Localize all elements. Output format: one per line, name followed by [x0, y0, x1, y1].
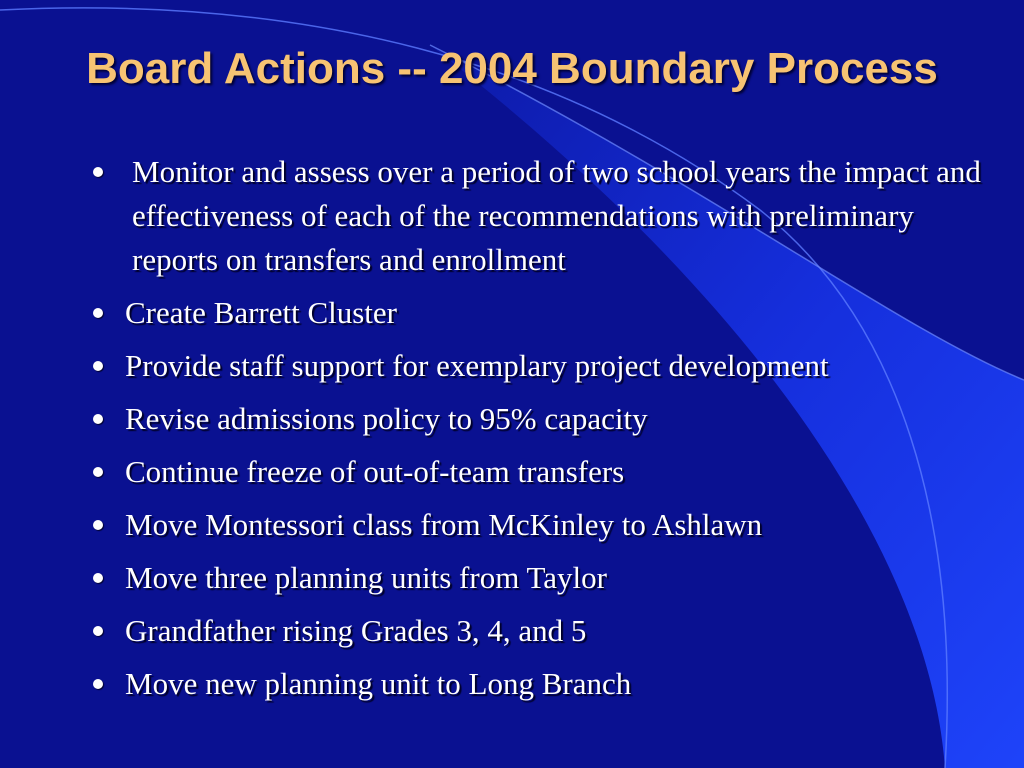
bullet-dot-icon: [93, 679, 103, 689]
bullet-text: Move new planning unit to Long Branch: [125, 666, 632, 701]
bullet-text: Continue freeze of out-of-team transfers: [125, 454, 625, 489]
bullet-item: [88, 503, 993, 547]
bullet-list: [88, 150, 993, 715]
slide-title: Board Actions -- 2004 Boundary Process: [86, 44, 938, 93]
bullet-text: Move Montessori class from McKinley to Ashlawn: [125, 507, 763, 542]
bullet-dot-icon: [93, 414, 103, 424]
bullet-item: [88, 150, 993, 282]
bullet-text: Grandfather rising Grades 3, 4, and 5: [125, 613, 587, 648]
bullet-text: Revise admissions policy to 95% capacity: [125, 401, 648, 436]
bullet-dot-icon: [93, 467, 103, 477]
bullet-text: Move three planning units from Taylor: [125, 560, 607, 595]
bullet-text: Create Barrett Cluster: [125, 295, 398, 330]
bullet-dot-icon: [93, 361, 103, 371]
bullet-item: [88, 291, 993, 335]
bullet-dot-icon: [93, 308, 103, 318]
bullet-item: [88, 662, 993, 706]
bullet-text: Provide staff support for exemplary project development: [125, 348, 829, 383]
bullet-dot-icon: [93, 167, 103, 177]
bullet-text: Monitor and assess over a period of two school years the impact and effectiveness of each of the recommendations with preliminary reports on transfers and enrollment: [132, 154, 981, 277]
bullet-dot-icon: [93, 626, 103, 636]
bullet-dot-icon: [93, 520, 103, 530]
bullet-item: [88, 450, 993, 494]
bullet-dot-icon: [93, 573, 103, 583]
bullet-item: [88, 609, 993, 653]
bullet-item: [88, 556, 993, 600]
bullet-item: [88, 397, 993, 441]
bullet-item: [88, 344, 993, 388]
